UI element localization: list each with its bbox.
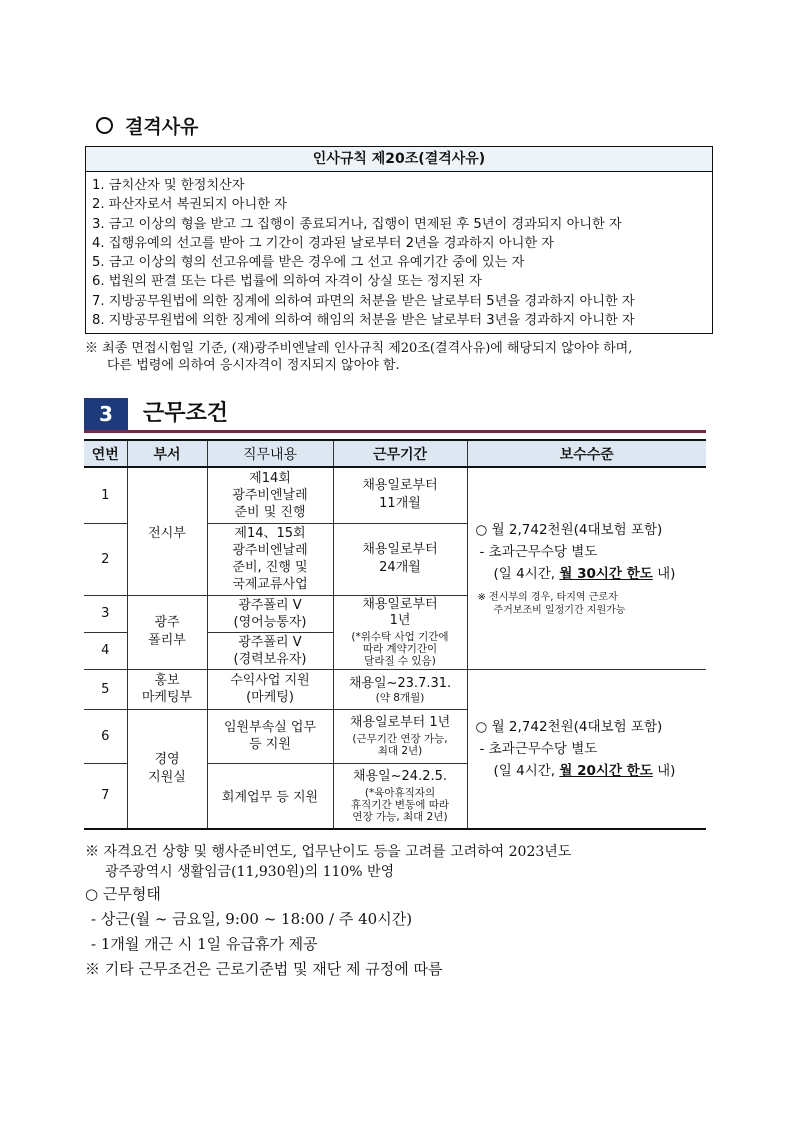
duty-cell: 회계업무 등 지원 <box>207 763 333 829</box>
period-cell: 채용일~23.7.31. (약 8개월) <box>333 669 467 709</box>
row-no: 7 <box>84 763 127 829</box>
period-cell: 채용일로부터 1년 (*위수탁 사업 기간에 따라 계약기간이 달라질 수 있음) <box>333 595 467 669</box>
work-conditions-table <box>84 439 706 830</box>
list-item: 1. 금치산자 및 한정치산자 <box>92 178 245 193</box>
row-no: 5 <box>84 669 127 709</box>
list-item: 4. 집행유예의 선고를 받아 그 기간이 경과된 날로부터 2년을 경과하지 아니한 자 <box>92 235 554 251</box>
list-item: 8. 지방공무원법에 의한 징계에 의하여 해임의 처분을 받은 날로부터 3년을 경과하지 아니한 자 <box>92 313 635 329</box>
duty-cell: 광주폴리 Ⅴ (경력보유자) <box>207 632 333 669</box>
work-type-line: - 1개월 개근 시 1일 유급휴가 제공 <box>91 935 318 953</box>
dept-cell: 홍보 마케팅부 <box>127 669 207 709</box>
table-header-row <box>84 440 706 467</box>
dept-cell: 전시부 <box>127 467 207 595</box>
period-cell: 채용일로부터 11개월 <box>333 467 467 523</box>
section-title: 근무조건 <box>143 401 229 426</box>
etc-note: ※ 기타 근무조건은 근로기준법 및 재단 제 규정에 따름 <box>85 960 443 978</box>
col-header-no: 연번 <box>84 440 127 467</box>
col-header-period: 근무기간 <box>333 440 467 467</box>
note-line: ※ 자격요건 상향 및 행사준비연도, 업무난이도 등을 고려를 고려하여 2023년도 <box>85 844 572 860</box>
disqualification-heading <box>96 112 198 139</box>
duty-cell: 제14회 광주비엔날레 준비 및 진행 <box>207 467 333 523</box>
row-no: 6 <box>84 709 127 763</box>
pay-cell-a: ○ 월 2,742천원(4대보험 포함) - 초과근무수당 별도 (일 4시간, 월 30시간 한도 내) ※ 전시부의 경우, 타지역 근로자 주거보조비 일정기간 지원가능 <box>467 467 706 669</box>
hr-rule-title: 인사규칙 제20조(결격사유) <box>86 147 712 172</box>
dept-cell: 경영 지원실 <box>127 709 207 829</box>
row-no: 1 <box>84 467 127 523</box>
list-item: 2. 파산자로서 복권되지 아니한 자 <box>92 197 287 213</box>
table-row <box>84 467 706 523</box>
work-type-line: - 상근(월 ~ 금요일, 9:00 ~ 18:00 / 주 40시간) <box>91 910 413 928</box>
note-line: 광주광역시 생활임금(11,930원)의 110% 반영 <box>105 864 395 880</box>
circle-bullet-icon <box>96 117 113 134</box>
col-header-duty: 직무내용 <box>207 440 333 467</box>
disqualification-note <box>85 340 715 374</box>
duty-cell: 광주폴리 Ⅴ (영어능통자) <box>207 595 333 632</box>
list-item: 3. 금고 이상의 형을 받고 그 집행이 종료되거나, 집행이 면제된 후 5년이 경과되지 아니한 자 <box>92 216 622 232</box>
work-type-heading: ○ 근무형태 <box>85 885 161 903</box>
col-header-pay: 보수수준 <box>467 440 706 467</box>
col-header-dept: 부서 <box>127 440 207 467</box>
table-row <box>84 669 706 709</box>
disqualification-list <box>86 172 712 330</box>
period-cell: 채용일로부터 24개월 <box>333 523 467 595</box>
duty-cell: 제14、15회 광주비엔날레 준비, 진행 및 국제교류사업 <box>207 523 333 595</box>
row-no: 3 <box>84 595 127 632</box>
note-line: ※ 최종 면접시험일 기준, (재)광주비엔날레 인사규칙 제20조(결격사유)에 해당되지 않아야 하며, <box>85 341 633 356</box>
hr-rule-box <box>85 146 713 334</box>
list-item: 7. 지방공무원법에 의한 징계에 의하여 파면의 처분을 받은 날로부터 5년을 경과하지 아니한 자 <box>92 293 635 309</box>
section-number-badge: 3 <box>84 398 128 430</box>
heading-text: 결격사유 <box>125 116 199 138</box>
dept-cell: 광주 폴리부 <box>127 595 207 669</box>
pay-cell-b: ○ 월 2,742천원(4대보험 포함) - 초과근무수당 별도 (일 4시간, 월 20시간 한도 내) <box>467 669 706 829</box>
list-item: 6. 법원의 판결 또는 다른 법률에 의하여 자격이 상실 또는 정지된 자 <box>92 274 482 290</box>
pay-note: ※ 전시부의 경우, 타지역 근로자 주거보조비 일정기간 지원가능 <box>477 592 626 617</box>
work-notes <box>85 842 715 982</box>
row-no: 2 <box>84 523 127 595</box>
duty-cell: 임원부속실 업무 등 지원 <box>207 709 333 763</box>
row-no: 4 <box>84 632 127 669</box>
note-line: 다른 법령에 의하여 응시자격이 정지되지 않아야 함. <box>107 358 400 373</box>
section-divider <box>84 430 706 433</box>
period-cell: 채용일~24.2.5. (*육아휴직자의 휴직기간 변동에 따라 연장 가능, 최대 2년) <box>333 763 467 829</box>
period-cell: 채용일로부터 1년 (근무기간 연장 가능, 최대 2년) <box>333 709 467 763</box>
duty-cell: 수익사업 지원 (마케팅) <box>207 669 333 709</box>
list-item: 5. 금고 이상의 형의 선고유예를 받은 경우에 그 선고 유예기간 중에 있는 자 <box>92 255 525 271</box>
